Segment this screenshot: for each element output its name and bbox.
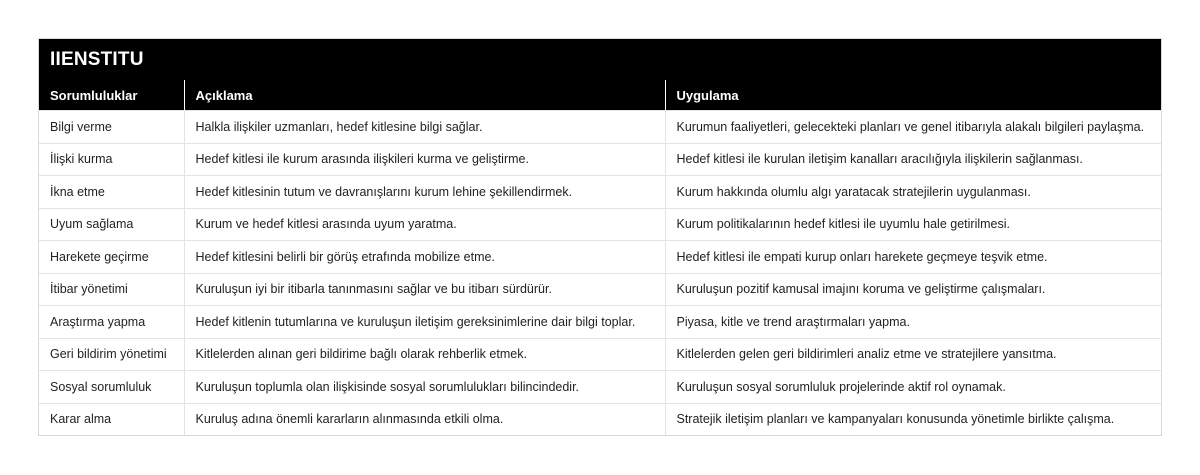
- cell-responsibility: Karar alma: [39, 403, 184, 435]
- cell-description: Hedef kitlesi ile kurum arasında ilişkileri kurma ve geliştirme.: [184, 143, 665, 176]
- cell-responsibility: Uyum sağlama: [39, 208, 184, 241]
- cell-application: Stratejik iletişim planları ve kampanyaları konusunda yönetimle birlikte çalışma.: [665, 403, 1161, 435]
- table-row: [39, 371, 1161, 404]
- responsibilities-table: [39, 80, 1161, 435]
- table-row: [39, 338, 1161, 371]
- table-row: [39, 403, 1161, 435]
- table-row: [39, 208, 1161, 241]
- cell-application: Kuruluşun sosyal sorumluluk projelerinde aktif rol oynamak.: [665, 371, 1161, 404]
- brand-title: IIENSTITU: [39, 39, 1161, 80]
- table-row: [39, 111, 1161, 144]
- table-header-row: [39, 80, 1161, 111]
- header-sorumluluklar: Sorumluluklar: [39, 80, 184, 111]
- cell-application: Hedef kitlesi ile kurulan iletişim kanalları aracılığıyla ilişkilerin sağlanması.: [665, 143, 1161, 176]
- cell-responsibility: İkna etme: [39, 176, 184, 209]
- cell-application: Kitlelerden gelen geri bildirimleri analiz etme ve stratejilere yansıtma.: [665, 338, 1161, 371]
- cell-responsibility: Bilgi verme: [39, 111, 184, 144]
- cell-description: Kuruluşun iyi bir itibarla tanınmasını sağlar ve bu itibarı sürdürür.: [184, 273, 665, 306]
- cell-responsibility: Harekete geçirme: [39, 241, 184, 274]
- cell-application: Kurum politikalarının hedef kitlesi ile uyumlu hale getirilmesi.: [665, 208, 1161, 241]
- table-row: [39, 273, 1161, 306]
- cell-description: Kurum ve hedef kitlesi arasında uyum yaratma.: [184, 208, 665, 241]
- cell-description: Hedef kitlesinin tutum ve davranışlarını kurum lehine şekillendirmek.: [184, 176, 665, 209]
- cell-responsibility: Sosyal sorumluluk: [39, 371, 184, 404]
- table-row: [39, 306, 1161, 339]
- table-row: [39, 176, 1161, 209]
- cell-description: Hedef kitlenin tutumlarına ve kuruluşun iletişim gereksinimlerine dair bilgi toplar.: [184, 306, 665, 339]
- cell-application: Piyasa, kitle ve trend araştırmaları yapma.: [665, 306, 1161, 339]
- table-row: [39, 241, 1161, 274]
- cell-description: Kuruluş adına önemli kararların alınmasında etkili olma.: [184, 403, 665, 435]
- cell-application: Hedef kitlesi ile empati kurup onları harekete geçmeye teşvik etme.: [665, 241, 1161, 274]
- responsibilities-table-card: [38, 38, 1162, 436]
- cell-description: Halkla ilişkiler uzmanları, hedef kitlesine bilgi sağlar.: [184, 111, 665, 144]
- cell-description: Kuruluşun toplumla olan ilişkisinde sosyal sorumlulukları bilincindedir.: [184, 371, 665, 404]
- cell-description: Hedef kitlesini belirli bir görüş etrafında mobilize etme.: [184, 241, 665, 274]
- cell-responsibility: Araştırma yapma: [39, 306, 184, 339]
- table-row: [39, 143, 1161, 176]
- header-aciklama: Açıklama: [184, 80, 665, 111]
- cell-description: Kitlelerden alınan geri bildirime bağlı olarak rehberlik etmek.: [184, 338, 665, 371]
- cell-application: Kurumun faaliyetleri, gelecekteki planları ve genel itibarıyla alakalı bilgileri paylaşma.: [665, 111, 1161, 144]
- cell-application: Kurum hakkında olumlu algı yaratacak stratejilerin uygulanması.: [665, 176, 1161, 209]
- cell-responsibility: İtibar yönetimi: [39, 273, 184, 306]
- cell-application: Kuruluşun pozitif kamusal imajını koruma ve geliştirme çalışmaları.: [665, 273, 1161, 306]
- cell-responsibility: Geri bildirim yönetimi: [39, 338, 184, 371]
- cell-responsibility: İlişki kurma: [39, 143, 184, 176]
- header-uygulama: Uygulama: [665, 80, 1161, 111]
